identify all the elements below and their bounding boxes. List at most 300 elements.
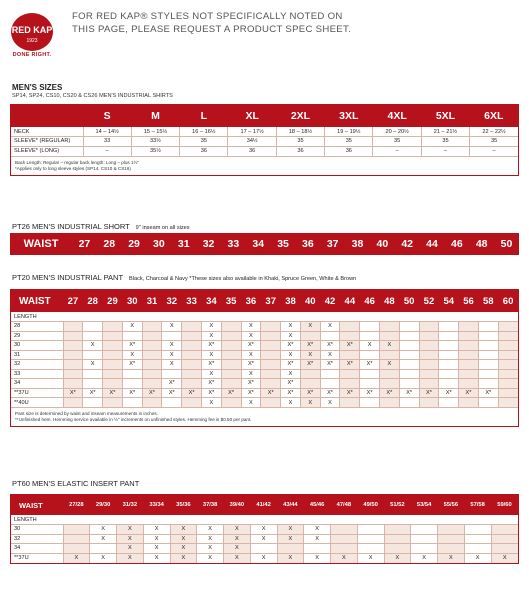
pt20-availability-cell: X — [281, 350, 301, 360]
pt20-availability-cell — [103, 379, 123, 389]
pt20-length-row — [11, 360, 518, 370]
shirt-measure-cell: 34½ — [228, 137, 276, 147]
shirt-note-2: *Applies only to long sleeve styles (SP14, CS10 & CS16) — [15, 165, 131, 171]
pt20-length-value: **37U — [11, 388, 63, 398]
pt20-availability-cell — [142, 331, 162, 341]
pt26-waist-size: 27 — [78, 238, 91, 250]
pt20-waist-size: 56 — [459, 290, 479, 312]
pt20-availability-cell — [380, 369, 400, 379]
pt60-availability-cell: X — [491, 553, 518, 563]
pt20-availability-cell: X — [281, 398, 301, 408]
pt20-availability-cell — [439, 379, 459, 389]
pt20-availability-cell: X* — [103, 388, 123, 398]
shirt-measure-cell: 14 – 14½ — [83, 127, 131, 137]
pt20-availability-cell — [83, 398, 103, 408]
pt20-availability-cell: X — [241, 398, 261, 408]
shirt-measure-cell: 17 – 17½ — [228, 127, 276, 137]
pt20-availability-cell — [261, 350, 281, 360]
pt20-availability-cell — [63, 322, 83, 332]
shirt-measure-cell: – — [373, 146, 421, 156]
pt20-availability-cell: X — [241, 322, 261, 332]
pt60-availability-cell: X — [304, 534, 331, 544]
pt20-availability-cell — [439, 369, 459, 379]
pt60-length-row — [11, 534, 518, 544]
pt60-length-value: 30 — [11, 525, 63, 535]
pt60-availability-cell: X — [357, 553, 384, 563]
pt20-availability-cell: X* — [241, 360, 261, 370]
pt20-availability-cell — [459, 398, 479, 408]
pt26-waist-size: 48 — [475, 238, 488, 250]
pt20-availability-cell — [300, 369, 320, 379]
pt20-availability-cell: X — [380, 360, 400, 370]
pt20-availability-cell: X* — [399, 388, 419, 398]
pt20-availability-cell — [103, 398, 123, 408]
pt20-length-label: LENGTH — [11, 312, 518, 322]
pt20-waist-size: 38 — [281, 290, 301, 312]
pt20-availability-cell — [63, 369, 83, 379]
pt60-availability-cell: X — [117, 553, 144, 563]
pt20-availability-cell — [320, 331, 340, 341]
pt20-length-value: **40U — [11, 398, 63, 408]
pt20-length-row — [11, 331, 518, 341]
pt60-waist-size: 31/32 — [117, 495, 144, 515]
shirt-measure-cell: 18 – 18½ — [276, 127, 324, 137]
pt20-availability-cell — [439, 398, 459, 408]
pt60-availability-cell: X — [90, 525, 117, 535]
pt20-availability-cell — [261, 331, 281, 341]
pt20-availability-cell — [340, 379, 360, 389]
pt20-availability-cell — [142, 369, 162, 379]
pt20-availability-cell — [103, 369, 123, 379]
pt20-availability-cell — [340, 398, 360, 408]
pt20-waist-size: 42 — [320, 290, 340, 312]
pt20-availability-cell — [103, 360, 123, 370]
pt20-availability-cell — [182, 322, 202, 332]
pt20-availability-cell: X — [320, 322, 340, 332]
shirt-measure-cell: 15 – 15½ — [131, 127, 179, 137]
pt20-availability-cell — [459, 360, 479, 370]
pt20-availability-cell: X — [201, 398, 221, 408]
pt60-availability-cell — [90, 544, 117, 554]
pt60-availability-cell — [331, 525, 358, 535]
pt20-availability-cell — [162, 331, 182, 341]
pt60-waist-size: 45/46 — [304, 495, 331, 515]
pt20-waist-size: 35 — [221, 290, 241, 312]
pt20-availability-cell — [419, 350, 439, 360]
pt20-availability-cell — [380, 398, 400, 408]
pt20-availability-cell: X — [162, 341, 182, 351]
pt20-availability-cell: X* — [320, 341, 340, 351]
pt20-availability-cell — [498, 379, 518, 389]
pt60-waist-size: 55/56 — [438, 495, 465, 515]
pt20-waist-size: 29 — [103, 290, 123, 312]
pt60-length-label: LENGTH — [11, 515, 518, 525]
pt20-waist-size: 48 — [380, 290, 400, 312]
pt20-waist-size: 46 — [360, 290, 380, 312]
pt20-availability-cell — [380, 322, 400, 332]
shirt-size-header-cell: 6XL — [484, 110, 504, 122]
pt20-availability-cell — [261, 369, 281, 379]
pt60-availability-cell — [411, 534, 438, 544]
pt26-waist-size: 29 — [128, 238, 140, 250]
pt60-waist-size: 33/34 — [143, 495, 170, 515]
pt20-availability-cell — [142, 341, 162, 351]
pt60-waist-size: 39/40 — [224, 495, 251, 515]
pt20-waist-size: 31 — [142, 290, 162, 312]
pt60-availability-cell: X — [277, 525, 304, 535]
pt20-waist-size: 30 — [122, 290, 142, 312]
notice-line-2: THIS PAGE, PLEASE REQUEST A PRODUCT SPEC SHEET. — [72, 23, 352, 35]
pt60-waist-label: WAIST — [11, 495, 63, 515]
pt20-availability-cell — [182, 379, 202, 389]
pt20-availability-cell — [182, 331, 202, 341]
pt20-availability-cell — [340, 322, 360, 332]
pt20-availability-cell — [340, 350, 360, 360]
pt20-waist-size: 27 — [63, 290, 83, 312]
shirt-measure-cell: 36 — [325, 146, 373, 156]
pt20-availability-cell — [419, 322, 439, 332]
pt20-availability-cell — [103, 341, 123, 351]
pt60-availability-cell: X — [384, 553, 411, 563]
pt20-availability-cell — [399, 360, 419, 370]
pt20-availability-cell — [103, 322, 123, 332]
pt60-availability-cell — [438, 544, 465, 554]
pt20-availability-cell — [340, 369, 360, 379]
pt20-availability-cell — [360, 369, 380, 379]
pt20-availability-cell — [182, 360, 202, 370]
pt20-availability-cell: X — [201, 350, 221, 360]
shirt-measure-cell: 36 — [228, 146, 276, 156]
pt26-waist-size: 31 — [177, 238, 190, 250]
shirt-measure-cell: 35 — [180, 137, 228, 147]
pt20-availability-cell: X — [83, 341, 103, 351]
pt20-waist-size: 36 — [241, 290, 261, 312]
pt20-grid — [11, 290, 518, 407]
pt60-availability-cell: X — [250, 534, 277, 544]
shirt-measure-cell: – — [83, 146, 131, 156]
pt20-title: PT20 MEN'S INDUSTRIAL PANT — [12, 273, 123, 282]
pt20-availability-cell — [300, 331, 320, 341]
pt20-availability-cell — [498, 331, 518, 341]
pt20-length-value: 31 — [11, 350, 63, 360]
pt60-availability-cell — [438, 525, 465, 535]
pt60-availability-cell — [277, 544, 304, 554]
pt60-length-row — [11, 553, 518, 563]
pt20-length-value: 28 — [11, 322, 63, 332]
pt20-availability-cell — [380, 350, 400, 360]
brand-tagline: DONE RIGHT. — [12, 52, 52, 58]
pt20-availability-cell — [459, 369, 479, 379]
pt20-availability-cell: X* — [320, 388, 340, 398]
pt20-availability-cell — [459, 322, 479, 332]
pt20-availability-cell — [360, 331, 380, 341]
pt60-availability-cell — [491, 544, 518, 554]
pt26-waist-size: 38 — [351, 238, 364, 250]
pt20-length-row — [11, 341, 518, 351]
pt26-title: PT26 MEN'S INDUSTRIAL SHORT — [12, 222, 130, 231]
shirt-size-header-cell: 5XL — [435, 110, 456, 122]
shirt-measure-cell: 22 – 22½ — [470, 127, 518, 137]
pt60-availability-cell: X — [117, 544, 144, 554]
pt20-availability-cell: X — [281, 322, 301, 332]
shirt-row-label: SLEEVE* (REGULAR) — [11, 137, 83, 147]
pt20-availability-cell — [83, 322, 103, 332]
shirt-measure-table — [11, 127, 518, 156]
pt60-availability-cell: X — [170, 544, 197, 554]
pt20-availability-cell — [380, 379, 400, 389]
pt20-waist-size: 40 — [300, 290, 320, 312]
pt60-availability-cell — [411, 525, 438, 535]
shirts-subtitle: SP14, SP24, CS10, CS20 & CS26 MEN'S INDUSTRIAL SHIRTS — [12, 93, 173, 99]
pt20-availability-cell: X* — [162, 388, 182, 398]
pt20-length-row — [11, 388, 518, 398]
pt60-availability-cell — [464, 534, 491, 544]
pt60-availability-cell: X — [438, 553, 465, 563]
shirt-measure-cell: – — [492, 148, 496, 154]
pt20-availability-cell — [478, 341, 498, 351]
pt20-waist-size: 60 — [498, 290, 518, 312]
shirt-size-header-cell: XL — [245, 110, 259, 122]
pt26-waist-size: 30 — [153, 238, 165, 250]
pt60-availability-cell: X — [197, 544, 224, 554]
shirt-measure-cell: 35 — [276, 137, 324, 147]
pt60-availability-cell: X — [90, 534, 117, 544]
pt20-length-value: 34 — [11, 379, 63, 389]
pt60-availability-cell — [63, 525, 90, 535]
pt20-availability-cell — [142, 379, 162, 389]
pt20-waist-size: 34 — [201, 290, 221, 312]
pt60-availability-cell — [357, 544, 384, 554]
pt20-length-row — [11, 379, 518, 389]
pt20-availability-cell — [182, 350, 202, 360]
shirt-note-1: Back Length: Regular – regular back length; Long – plus 1½" — [15, 159, 139, 165]
pt20-availability-cell: X* — [241, 379, 261, 389]
pt60-waist-size: 59/60 — [491, 495, 518, 515]
pt60-waist-size: 49/50 — [357, 495, 384, 515]
pt20-availability-cell — [142, 350, 162, 360]
pt20-availability-cell — [498, 350, 518, 360]
pt20-availability-cell: X — [122, 350, 142, 360]
pt60-availability-cell: X — [197, 553, 224, 563]
pt20-availability-cell: X — [162, 322, 182, 332]
pt26-waist-size: 34 — [252, 238, 265, 250]
pt20-availability-cell: X — [300, 398, 320, 408]
pt20-availability-cell — [182, 341, 202, 351]
pt60-availability-cell: X — [304, 553, 331, 563]
pt20-availability-cell — [340, 331, 360, 341]
pt60-availability-cell — [304, 544, 331, 554]
pt20-availability-cell: X — [241, 350, 261, 360]
pt20-availability-cell: X* — [182, 388, 202, 398]
pt20-availability-cell: X — [162, 350, 182, 360]
pt20-availability-cell: X* — [360, 388, 380, 398]
pt20-availability-cell — [478, 369, 498, 379]
pt20-availability-cell: X* — [478, 388, 498, 398]
pt26-waist-size: 42 — [401, 238, 414, 250]
pt60-availability-cell: X — [143, 553, 170, 563]
pt60-waist-size: 41/42 — [250, 495, 277, 515]
pt60-length-value: 34 — [11, 544, 63, 554]
pt60-availability-cell — [250, 544, 277, 554]
pt26-waist-size: 28 — [103, 238, 116, 250]
pt60-waist-size: 29/30 — [90, 495, 117, 515]
pt20-availability-cell — [63, 350, 83, 360]
pt20-availability-cell — [439, 322, 459, 332]
pt20-availability-cell — [221, 331, 241, 341]
pt20-availability-cell — [419, 379, 439, 389]
pt60-availability-cell: X — [117, 525, 144, 535]
pt20-waist-size: 32 — [162, 290, 182, 312]
pt60-availability-cell: X — [143, 525, 170, 535]
pt20-availability-cell — [459, 379, 479, 389]
pt60-availability-cell — [438, 534, 465, 544]
pt20-availability-cell — [182, 369, 202, 379]
pt20-note-2: **Unfinished hem. Hemming service available in ½" increments on unfinished styles. Hemming fee is $0.50 per pant. — [15, 417, 252, 422]
pt20-availability-cell — [261, 360, 281, 370]
pt20-availability-cell — [320, 369, 340, 379]
pt20-availability-cell — [162, 369, 182, 379]
pt60-availability-cell: X — [224, 525, 251, 535]
pt60-availability-cell — [63, 544, 90, 554]
pt60-waist-size: 43/44 — [277, 495, 304, 515]
pt60-availability-cell: X — [170, 534, 197, 544]
pt20-availability-cell: X* — [241, 388, 261, 398]
shirt-measure-cell: 35½ — [131, 146, 179, 156]
pt20-availability-cell — [63, 379, 83, 389]
pt20-availability-cell: X — [241, 369, 261, 379]
pt20-availability-cell — [478, 350, 498, 360]
pt26-waist-size: 50 — [500, 238, 513, 250]
pt60-length-row — [11, 525, 518, 535]
pt20-availability-cell: X* — [122, 341, 142, 351]
pt60-availability-cell — [464, 544, 491, 554]
shirt-measure-cell: 20 – 20½ — [373, 127, 421, 137]
pt26-waist-size: 36 — [302, 238, 314, 250]
pt20-availability-cell: X* — [439, 388, 459, 398]
pt20-availability-cell — [142, 360, 162, 370]
pt20-availability-cell — [261, 398, 281, 408]
pt60-availability-cell: X — [143, 544, 170, 554]
pt20-availability-cell — [399, 398, 419, 408]
pt60-availability-cell — [384, 534, 411, 544]
shirt-size-header-cell: 2XL — [290, 110, 311, 122]
pt60-availability-cell — [491, 534, 518, 544]
pt20-availability-cell — [63, 360, 83, 370]
pt20-availability-cell: X* — [380, 388, 400, 398]
pt60-waist-size: 51/52 — [384, 495, 411, 515]
pt26-waist-size: 35 — [277, 238, 289, 250]
pt20-availability-cell — [419, 398, 439, 408]
pt20-availability-cell — [498, 341, 518, 351]
pt20-availability-cell: X* — [459, 388, 479, 398]
pt20-availability-cell — [419, 369, 439, 379]
pt20-availability-cell: X* — [300, 341, 320, 351]
shirt-size-header-cell: 3XL — [339, 110, 359, 122]
pt60-availability-cell: X — [464, 553, 491, 563]
pt26-heading — [12, 222, 190, 231]
pt20-availability-cell — [142, 322, 162, 332]
pt20-availability-cell: X* — [281, 360, 301, 370]
pt20-availability-cell: X* — [63, 388, 83, 398]
pt20-availability-cell — [83, 350, 103, 360]
shirt-measure-cell: 21 – 21½ — [421, 127, 469, 137]
pt20-availability-cell — [221, 398, 241, 408]
pt60-length-value: **37U — [11, 553, 63, 563]
pt20-availability-cell — [478, 331, 498, 341]
pt60-availability-cell — [357, 525, 384, 535]
pt20-availability-cell — [221, 350, 241, 360]
shirt-row-label: SLEEVE* (LONG) — [11, 146, 83, 156]
pt20-availability-cell: X* — [201, 379, 221, 389]
pt20-length-value: 32 — [11, 360, 63, 370]
logo-text: RED KAP — [11, 25, 53, 35]
pt20-availability-cell: X* — [320, 360, 340, 370]
shirt-size-header-cell: M — [151, 110, 160, 122]
shirt-measure-cell: 19 – 19½ — [325, 127, 373, 137]
red-kap-logo — [10, 8, 54, 52]
pt20-availability-cell: X* — [419, 388, 439, 398]
pt20-availability-cell: X — [162, 360, 182, 370]
pt20-availability-cell — [221, 341, 241, 351]
pt20-length-row — [11, 322, 518, 332]
pt20-availability-cell — [221, 360, 241, 370]
pt20-availability-cell: X* — [221, 388, 241, 398]
shirts-title: MEN'S SIZES — [12, 83, 63, 92]
pt20-availability-cell — [162, 398, 182, 408]
pt20-availability-cell — [261, 379, 281, 389]
pt60-availability-cell: X — [170, 525, 197, 535]
pt20-availability-cell: X — [201, 331, 221, 341]
pt26-subtitle: 9" inseam on all sizes — [135, 225, 190, 231]
pt20-availability-cell — [439, 341, 459, 351]
pt20-availability-cell — [399, 331, 419, 341]
shirt-size-table — [10, 104, 519, 176]
pt60-availability-cell — [357, 534, 384, 544]
shirt-measure-cell: 33 — [83, 137, 131, 147]
pt20-availability-cell — [360, 398, 380, 408]
pt20-availability-cell — [122, 398, 142, 408]
pt60-availability-cell: X — [63, 553, 90, 563]
pt20-availability-cell — [498, 398, 518, 408]
pt20-availability-cell — [399, 341, 419, 351]
pt20-availability-cell — [399, 379, 419, 389]
shirt-measure-cell: 35 — [470, 137, 518, 147]
pt60-availability-cell — [331, 534, 358, 544]
pt20-availability-cell — [360, 379, 380, 389]
shirt-measure-row — [11, 146, 518, 156]
pt20-availability-cell — [459, 350, 479, 360]
shirt-size-header-cell: S — [103, 110, 111, 122]
pt60-availability-cell — [464, 525, 491, 535]
pt20-availability-cell — [459, 331, 479, 341]
pt60-availability-cell: X — [90, 553, 117, 563]
pt20-availability-cell: X* — [201, 388, 221, 398]
pt20-size-table — [10, 289, 519, 427]
pt20-availability-cell — [261, 322, 281, 332]
pt20-availability-cell — [103, 331, 123, 341]
pt20-waist-size: 37 — [261, 290, 281, 312]
pt20-availability-cell — [142, 398, 162, 408]
pt20-availability-cell — [419, 341, 439, 351]
pt20-availability-cell: X — [320, 350, 340, 360]
spec-sheet-notice — [72, 11, 492, 36]
pt20-availability-cell — [478, 398, 498, 408]
pt20-availability-cell: X* — [340, 341, 360, 351]
pt20-availability-cell: X* — [300, 360, 320, 370]
pt20-availability-cell: X* — [300, 388, 320, 398]
pt20-waist-size: 44 — [340, 290, 360, 312]
logo-year: 1923 — [26, 38, 38, 44]
